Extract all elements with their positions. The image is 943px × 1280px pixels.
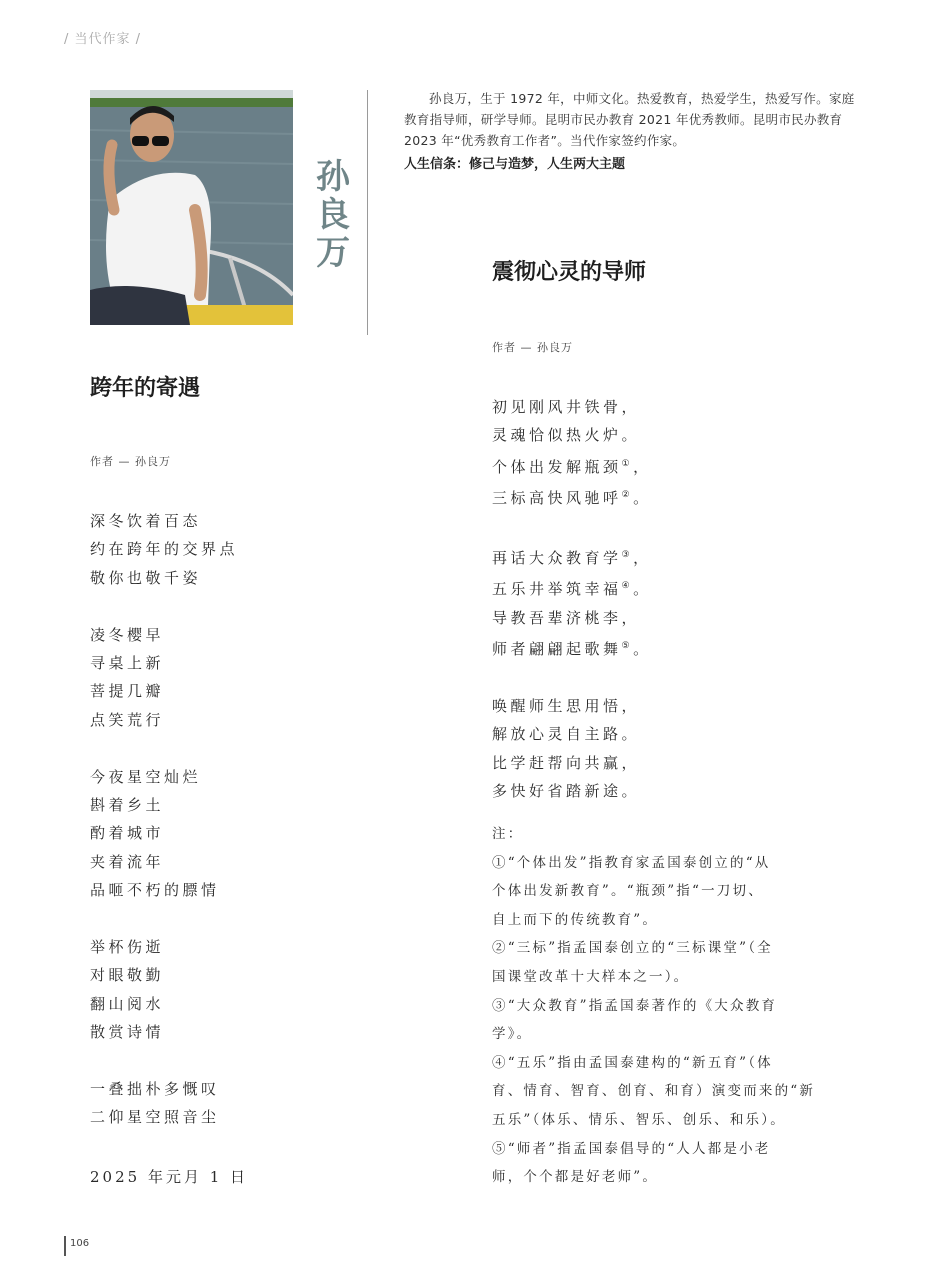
note-line: 五乐”（体乐、情乐、智乐、创乐、和乐）。 [492,1111,786,1128]
note-line: 个体出发新教育”。“瓶颈”指“一刀切、 [492,883,764,900]
poem-line: 一叠拙朴多慨叹 [90,1080,220,1099]
poem-left-author: 作者 — 孙良万 [90,455,171,468]
footnote-marker: ③ [621,550,634,561]
poem-line: 师者翩翩起歌舞⑤。 [492,640,652,659]
poem-line: 今夜星空灿烂 [90,767,202,786]
poem-line: 对眼敬勤 [90,966,165,985]
poem-line: 二仰星空照音尘 [90,1108,220,1127]
poem-left-body [90,507,238,1132]
poem-line: 解放心灵自主路。 [492,725,641,744]
poem-line: 菩提几瓣 [90,682,165,701]
poem-line: 敬你也敬千姿 [90,568,202,587]
note-line: 师，个个都是好老师”。 [492,1169,659,1186]
notes-heading: 注： [492,826,524,842]
poem-line: 再话大众教育学③， [492,549,652,568]
poem-line: 多快好省踏新途。 [492,782,641,801]
poem-line: 寻桌上新 [90,654,165,673]
footnote-marker: ④ [621,581,634,592]
poem-line: 夹着流年 [90,852,165,871]
page-number: 106 [70,1238,90,1249]
footnote-marker: ② [621,490,634,501]
life-creed: 人生信条：修己与造梦，人生两大主题 [404,157,626,172]
poem-line: 点笑荒行 [90,710,165,729]
divider-line [367,90,368,335]
poem-left-date: 2025 年元月 1 日 [90,1168,249,1186]
poem-line: 初见刚风井铁骨， [492,398,641,416]
section-tag: / 当代作家 / [64,32,142,47]
poem-line: 酌着城市 [90,824,165,843]
poem-line: 灵魂恰似热火炉。 [492,426,641,445]
page-number-bar [64,1236,66,1256]
footnote-marker: ⑤ [621,641,634,652]
poem-line: 深冬饮着百态 [90,512,202,530]
note-line: ②“三标”指孟国泰创立的“三标课堂”（全 [492,940,773,957]
note-line: ⑤“师者”指孟国泰倡导的“人人都是小老 [492,1140,771,1157]
poem-line: 三标高快风驰呼②。 [492,489,652,508]
poem-line: 个体出发解瓶颈①， [492,457,652,476]
poem-right-body [492,393,652,806]
poem-right-title: 震彻心灵的导师 [492,259,647,285]
author-bio: 孙良万，生于 1972 年，中师文化。热爱教育，热爱学生，热爱写作。家庭教育指导师，研学导师。昆明市民办教育 2021 年优秀教师。昆明市民办教育 2023 年“优秀教育工作者”。当代作家签约作家。 [404,91,855,148]
author-name-vertical [313,158,353,272]
footnote-marker: ① [621,458,634,469]
poem-line: 导教吾辈济桃李， [492,608,641,627]
note-line: ①“个体出发”指教育家孟国泰创立的“从 [492,854,771,871]
poem-line: 约在跨年的交界点 [90,540,239,559]
poem-line: 比学赶帮向共赢， [492,753,641,772]
note-line: ③“大众教育”指孟国泰著作的《大众教育 [492,997,778,1014]
author-photo [90,90,293,325]
poem-line: 翻山阅水 [90,994,165,1013]
poem-line: 散赏诗情 [90,1023,165,1042]
note-line: 育、情育、智育、创育、和育）演变而来的“新 [492,1083,816,1100]
note-line: 国课堂改革十大样本之一）。 [492,968,690,985]
note-line: 自上而下的传统教育”。 [492,911,659,928]
author-name-char: 孙 [316,157,350,197]
author-name-char: 万 [316,233,350,273]
poem-line: 品咂不朽的膘情 [90,881,220,900]
poem-left-title: 跨年的寄遇 [90,375,201,401]
note-line: ④“五乐”指由孟国泰建构的“新五育”（体 [492,1054,773,1071]
poem-line: 凌冬樱早 [90,625,165,644]
footnotes [492,820,862,1192]
note-line: 学》。 [492,1026,533,1043]
author-name-char: 良 [316,195,350,235]
poem-line: 唤醒师生思用悟， [492,697,641,716]
poem-line: 五乐井举筑幸福④。 [492,580,652,599]
poem-right-author: 作者 — 孙良万 [492,341,573,354]
poem-line: 举杯伤逝 [90,938,165,957]
poem-line: 斟着乡土 [90,796,165,815]
